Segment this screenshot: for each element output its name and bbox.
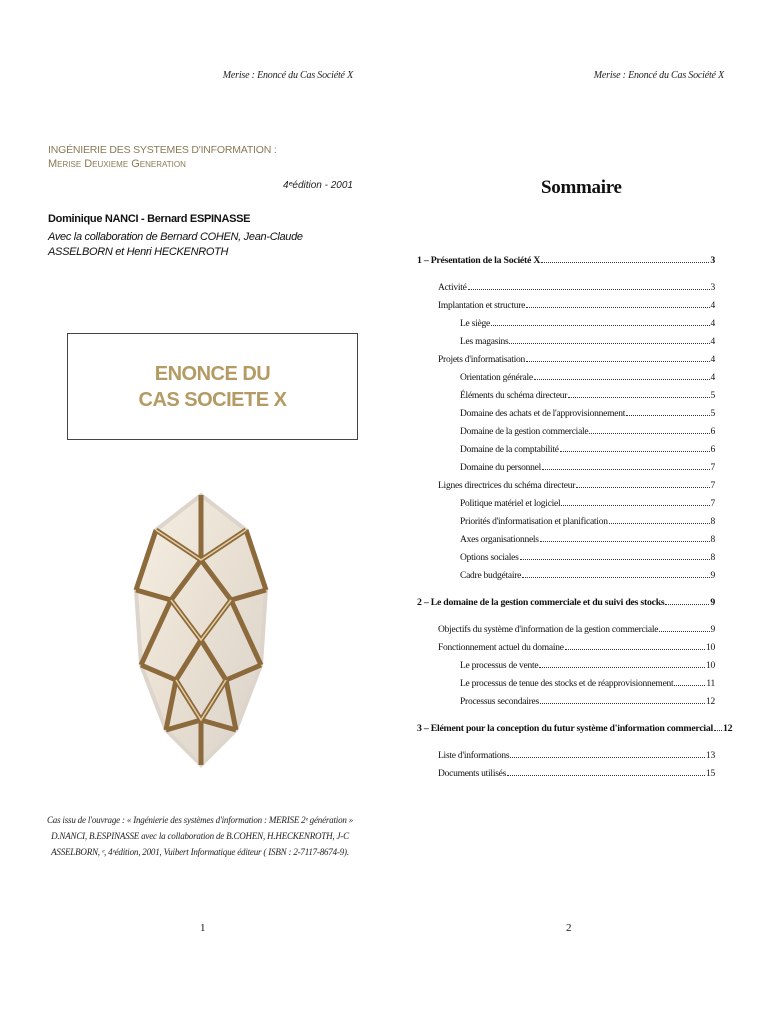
toc-leader-dots (560, 451, 710, 452)
toc-entry-page: 8 (710, 553, 715, 563)
toc-entry-label: Domaine du personnel (460, 463, 542, 473)
toc-entry[interactable] (417, 549, 715, 567)
toc-entry-label: Projets d'informatisation (438, 355, 526, 365)
toc-entry-page: 3 (710, 283, 715, 293)
title-line-1: ENONCE DU (154, 362, 271, 385)
toc-leader-dots (626, 415, 709, 416)
toc-leader-dots (507, 775, 705, 776)
toc-leader-dots (565, 649, 705, 650)
toc-entry-label: Le siège (460, 319, 490, 329)
toc-entry[interactable] (417, 333, 715, 351)
toc-entry-page: 4 (710, 319, 715, 329)
toc-entry-label: 3 – Elément pour la conception du futur système d'information commercial (417, 723, 714, 734)
right-page (385, 0, 770, 1024)
toc-entry-label: Orientation générale (460, 373, 533, 383)
collaboration: Avec la collaboration de Bernard COHEN, Jean-Claude ASSELBORN et Henri HECKENROTH (48, 231, 303, 258)
toc-leader-dots (520, 559, 710, 560)
toc-leader-dots (491, 325, 710, 326)
toc-entry-page: 5 (710, 391, 715, 401)
toc-entry-page: 4 (710, 355, 715, 365)
toc-entry-page: 9 (710, 625, 715, 635)
toc-entry-label: Domaine de la gestion commerciale (460, 427, 589, 437)
toc-leader-dots (561, 505, 709, 506)
toc-title: Sommaire (541, 177, 622, 198)
table-of-contents (417, 252, 733, 783)
toc-leader-dots (509, 343, 709, 344)
toc-entry-label: Éléments du schéma directeur (460, 391, 568, 401)
toc-entry-label: Activité (438, 283, 467, 293)
toc-entry-page: 7 (710, 499, 715, 509)
toc-leader-dots (526, 307, 709, 308)
toc-entry-label: Documents utilisés (438, 769, 507, 779)
toc-entry[interactable] (417, 423, 715, 441)
toc-entry[interactable] (417, 567, 715, 585)
wooden-polyhedron-icon (126, 490, 276, 770)
toc-leader-dots (576, 487, 709, 488)
toc-leader-dots (609, 523, 710, 524)
toc-entry[interactable] (417, 441, 715, 459)
toc-entry-label: Priorités d'informatisation et planification (460, 517, 608, 527)
toc-entry[interactable] (417, 720, 733, 738)
toc-entry[interactable] (417, 405, 715, 423)
toc-leader-dots (468, 289, 710, 290)
running-header: Merise : Enoncé du Cas Société X (593, 70, 724, 81)
toc-leader-dots (674, 685, 705, 686)
toc-leader-dots (714, 730, 722, 731)
toc-leader-dots (510, 757, 705, 758)
page-number: 1 (200, 922, 206, 934)
toc-entry-page: 4 (710, 373, 715, 383)
toc-entry-page: 12 (706, 697, 715, 707)
title-box (67, 333, 358, 440)
toc-entry-label: Politique matériel et logiciel (460, 499, 561, 509)
toc-leader-dots (665, 604, 709, 605)
toc-entry[interactable] (417, 279, 715, 297)
toc-entry-page: 12 (723, 723, 733, 734)
toc-leader-dots (589, 433, 709, 434)
toc-entry-label: Liste d'informations (438, 751, 510, 761)
toc-entry-page: 9 (710, 571, 715, 581)
toc-entry-label: Processus secondaires (460, 697, 539, 707)
toc-entry-page: 11 (706, 679, 715, 689)
toc-leader-dots (522, 577, 709, 578)
toc-entry-label: Lignes directrices du schéma directeur (438, 481, 576, 491)
toc-entry-label: Le processus de tenue des stocks et de réapprovisionnement (460, 679, 674, 689)
toc-entry-label: Domaine des achats et de l'approvisionnement (460, 409, 626, 419)
series-line-1: INGÉNIERIE DES SYSTEMES D'INFORMATION : (48, 144, 277, 156)
running-header: Merise : Enoncé du Cas Société X (222, 70, 353, 81)
authors: Dominique NANCI - Bernard ESPINASSE (48, 213, 251, 225)
toc-entry-label: Options sociales (460, 553, 519, 563)
toc-entry[interactable] (417, 675, 715, 693)
toc-entry-label: Axes organisationnels (460, 535, 539, 545)
toc-leader-dots (659, 631, 709, 632)
toc-entry-page: 5 (710, 409, 715, 419)
toc-entry-page: 15 (706, 769, 715, 779)
toc-entry[interactable] (417, 693, 715, 711)
toc-entry-page: 10 (706, 661, 715, 671)
toc-entry-page: 7 (710, 463, 715, 473)
title-line-2: CAS SOCIETE X (138, 388, 287, 411)
citation: Cas issu de l'ouvrage : « Ingénierie des systèmes d'information : MERISE 2ᵉ génération » D.NANCI, B.ESPINASSE avec la collaboration de B.COHEN, H.HECKENROTH, J-C ASSELBORN, ᵉ, 4ᵉédition, 2001, Vuibert Informatique éditeur ( ISBN : 2-7117-8674-9). (46, 815, 354, 857)
toc-leader-dots (541, 262, 709, 263)
toc-entry-page: 9 (710, 597, 715, 608)
toc-entry-label: Domaine de la comptabilité (460, 445, 559, 455)
toc-entry[interactable] (417, 477, 715, 495)
series-line-2: Merise Deuxieme Generation (48, 158, 186, 170)
toc-entry[interactable] (417, 639, 715, 657)
toc-entry-page: 13 (706, 751, 715, 761)
toc-entry[interactable] (417, 594, 715, 612)
toc-entry[interactable] (417, 252, 715, 270)
toc-leader-dots (540, 703, 705, 704)
toc-entry[interactable] (417, 351, 715, 369)
toc-entry[interactable] (417, 621, 715, 639)
toc-leader-dots (526, 361, 709, 362)
toc-leader-dots (540, 541, 710, 542)
toc-entry-label: Cadre budgétaire (460, 571, 522, 581)
toc-leader-dots (542, 469, 709, 470)
toc-entry-label: Fonctionnement actuel du domaine (438, 643, 564, 653)
toc-entry-page: 6 (710, 427, 715, 437)
toc-entry[interactable] (417, 765, 715, 783)
toc-entry[interactable] (417, 495, 715, 513)
toc-entry-page: 6 (710, 445, 715, 455)
edition: 4ᵉédition - 2001 (282, 180, 353, 191)
toc-entry[interactable] (417, 387, 715, 405)
toc-entry-label: Le processus de vente (460, 661, 539, 671)
toc-entry-page: 8 (710, 517, 715, 527)
page-number: 2 (566, 922, 572, 934)
toc-entry[interactable] (417, 459, 715, 477)
toc-leader-dots (568, 397, 709, 398)
toc-entry[interactable] (417, 513, 715, 531)
toc-entry[interactable] (417, 531, 715, 549)
toc-entry[interactable] (417, 297, 715, 315)
toc-entry-page: 4 (710, 301, 715, 311)
toc-entry-label: 1 – Présentation de la Société X (417, 255, 541, 266)
toc-entry-label: 2 – Le domaine de la gestion commerciale et du suivi des stocks (417, 597, 665, 608)
toc-leader-dots (539, 667, 705, 668)
series-title (48, 143, 368, 171)
toc-entry-label: Les magasins (460, 337, 509, 347)
toc-entry-page: 7 (710, 481, 715, 491)
toc-entry-label: Implantation et structure (438, 301, 526, 311)
toc-entry[interactable] (417, 369, 715, 387)
toc-entry-page: 3 (710, 255, 715, 266)
toc-leader-dots (534, 379, 710, 380)
toc-entry-page: 4 (710, 337, 715, 347)
toc-entry[interactable] (417, 657, 715, 675)
toc-entry[interactable] (417, 315, 715, 333)
toc-entry-label: Objectifs du système d'information de la gestion commerciale (438, 625, 659, 635)
toc-entry-page: 10 (706, 643, 715, 653)
toc-entry-page: 8 (710, 535, 715, 545)
toc-entry[interactable] (417, 747, 715, 765)
